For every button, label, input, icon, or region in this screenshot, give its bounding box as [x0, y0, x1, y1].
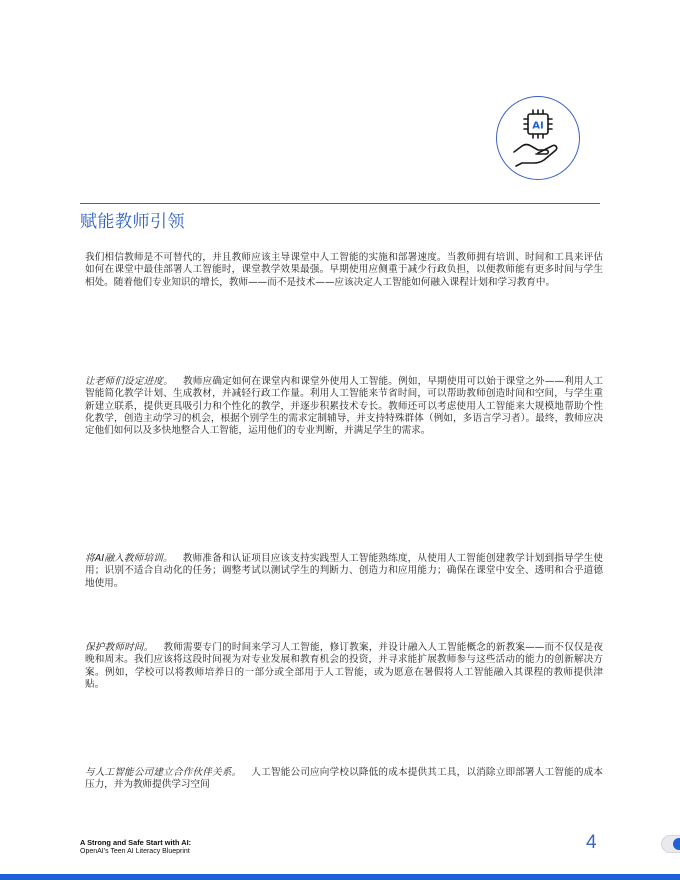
point-teacher-training [85, 553, 603, 590]
section-title: 赋能教师引领 [80, 212, 185, 232]
point-body: 教师应确定如何在课堂内和课堂外使用人工智能。例如，早期使用可以始于课堂之外——利用人工智能简化教学计划、生成教材，并减轻行政工作量。利用人工智能来节省时间，可以帮助教师创造时间和空间，与学生重新建立联系，提供更具吸引力和个性化的教学，并逐步积累技术专长。教师还可以考虑使用人工智能来大规模地帮助个性化教学，创造主动学习的机会，根据个别学生的需求定制辅导，并支持特殊群体（例如，多语言学习者）。最终，教师应决定他们如何以及多快地整合人工智能，运用他们的专业判断，并满足学生的需求。 [85, 376, 604, 437]
point-body: 人工智能公司应向学校以降低的成本提供其工具，以消除立即部署人工智能的成本压力，并为教师提供学习空间 [85, 767, 604, 791]
intro-paragraph: 我们相信教师是不可替代的，并且教师应该主导课堂中人工智能的实施和部署速度。当教师拥有培训、时间和工具来评估如何在课堂中最佳部署人工智能时，课堂教学效果最强。早期使用应侧重于减少行政负担，以便教师能有更多时间与学生相处。随着他们专业知识的增长，教师——而不是技术——应该决定人工智能如何融入课程计划和学习教育中。 [85, 252, 603, 288]
footer-brand-subtitle: OpenAI's Teen AI Literacy Blueprint [80, 848, 190, 855]
section-divider [80, 203, 600, 204]
ai-chip-label: AI [532, 120, 544, 132]
point-lead: 与人工智能公司建立合作伙伴关系。 [85, 767, 242, 778]
viewer-toggle[interactable] [661, 835, 680, 853]
footer-brand [80, 838, 191, 856]
point-set-pace [85, 376, 603, 437]
page-number: 4 [586, 832, 597, 853]
toggle-knob [673, 838, 680, 850]
point-body: 教师需要专门的时间来学习人工智能，修订教案，并设计融入人工智能概念的新教案——而不仅仅是夜晚和周末。我们应该将这段时间视为对专业发展和教育机会的投资，并寻求能扩展教师参与这些活动的能力的创新解决方案。例如，学校可以将教师培养日的一部分或全部用于人工智能，或为愿意在暑假将人工智能融入其课程的教师提供津贴。 [85, 642, 604, 690]
point-lead: 保护教师时间。 [85, 642, 154, 653]
bottom-accent-bar [0, 874, 680, 880]
point-protect-time [85, 642, 603, 691]
footer-brand-title: A Strong and Safe Start with AI: [80, 838, 192, 847]
ai-chip-on-hand-icon [496, 96, 580, 180]
ai-chip-on-hand-icon-graphic [508, 108, 568, 168]
point-lead: 将AI融入教师培训。 [85, 553, 173, 564]
point-lead: 让老师们设定进度。 [85, 376, 173, 387]
point-body: 教师准备和认证项目应该支持实践型人工智能熟练度，从使用人工智能创建教学计划到指导学生使用；识别不适合自动化的任务；调整考试以测试学生的判断力、创造力和应用能力；确保在课堂中安全、透明和合乎道德地使用。 [85, 553, 603, 589]
point-partnerships [85, 767, 603, 792]
